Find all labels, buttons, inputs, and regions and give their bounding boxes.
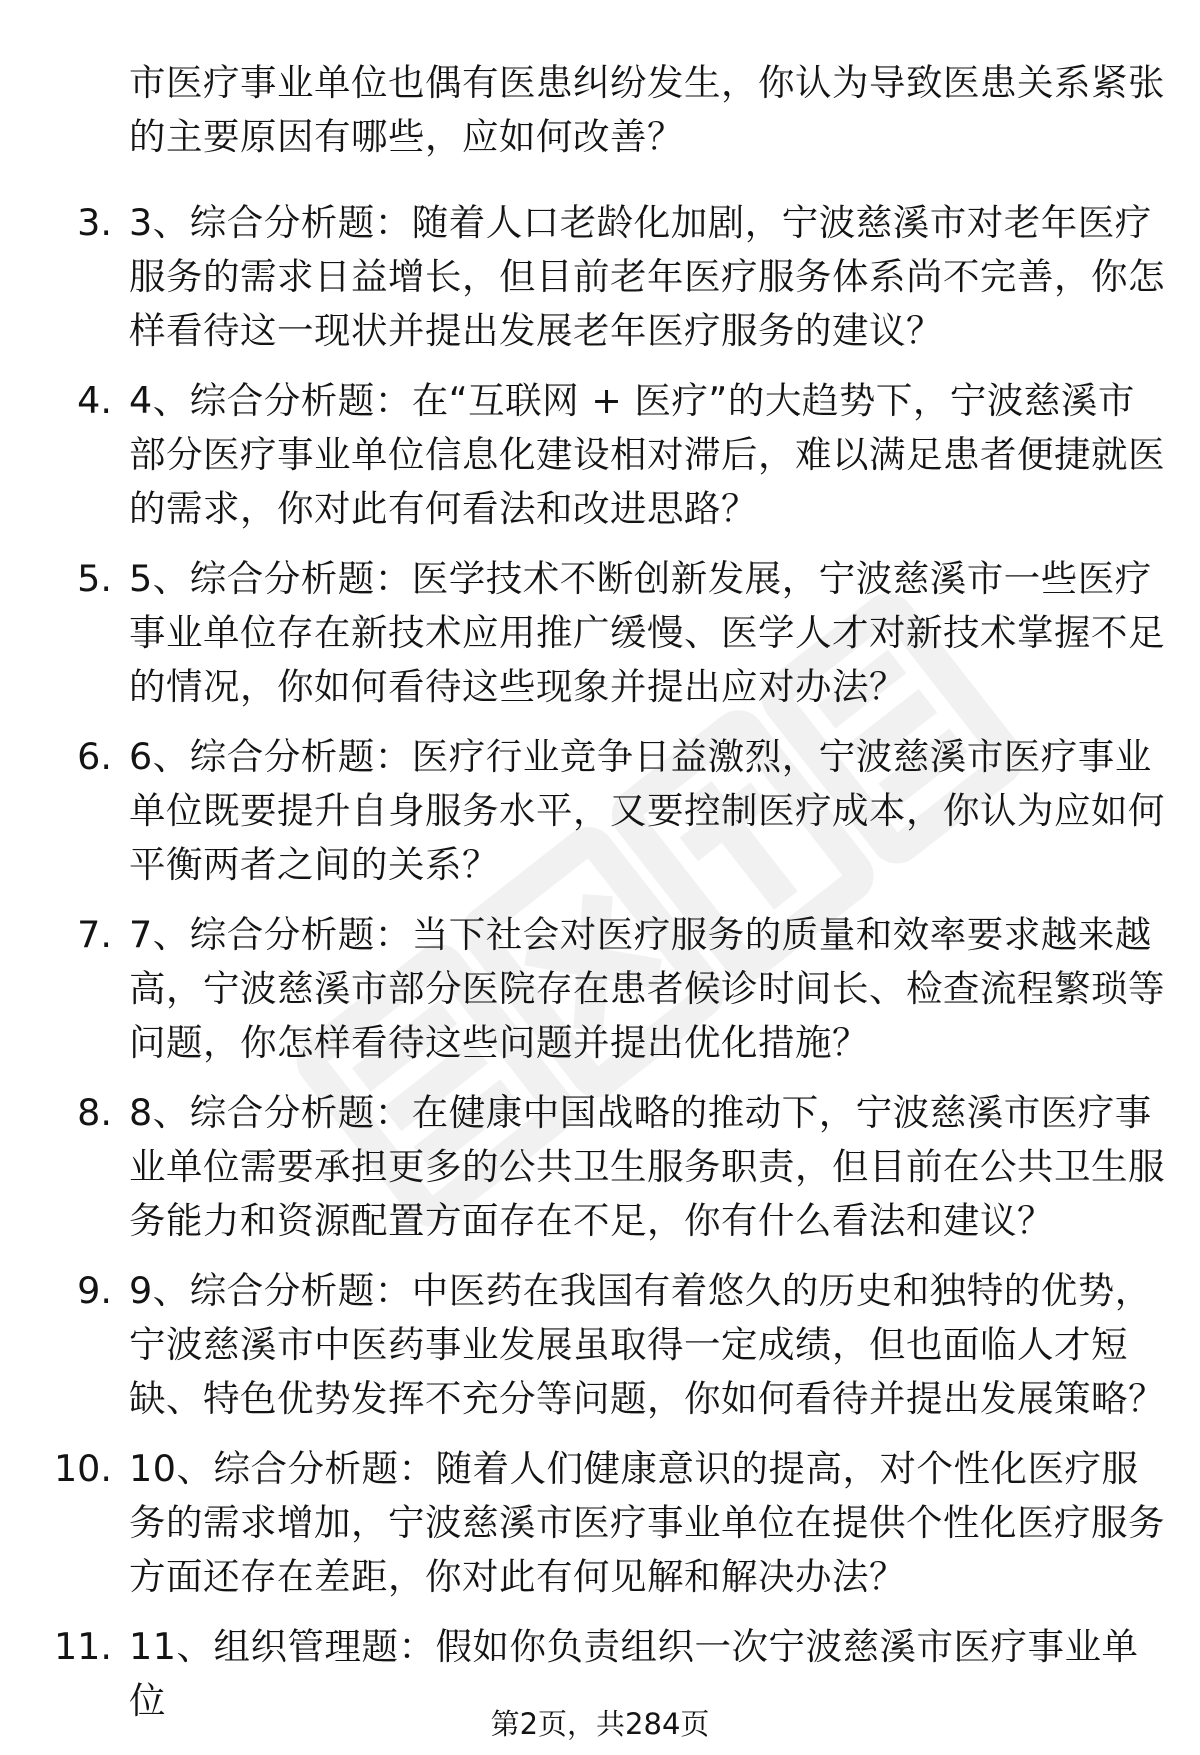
list-item xyxy=(0,1086,1200,1248)
item-number: 11. xyxy=(53,1625,112,1668)
list-item xyxy=(0,1442,1200,1604)
item-text: 9、综合分析题：中医药在我国有着悠久的历史和独特的优势，宁波慈溪市中医药事业发展虽取得一定成绩，但也面临人才短缺、特色优势发挥不充分等问题，你如何看待并提出发展策略？ xyxy=(129,1269,1165,1420)
intro-paragraph: 市医疗事业单位也偶有医患纠纷发生，你认为导致医患关系紧张的主要原因有哪些，应如何改善？ xyxy=(129,61,1165,158)
item-text: 5、综合分析题：医学技术不断创新发展，宁波慈溪市一些医疗事业单位存在新技术应用推广缓慢、医学人才对新技术掌握不足的情况，你如何看待这些现象并提出应对办法？ xyxy=(129,557,1165,708)
item-number: 6. xyxy=(77,735,112,778)
question-list xyxy=(0,196,1200,1722)
list-item xyxy=(0,908,1200,1070)
item-number: 10. xyxy=(53,1447,112,1490)
list-item xyxy=(0,374,1200,536)
page-footer: 第2页，共284页 xyxy=(490,1707,710,1741)
list-item xyxy=(0,552,1200,714)
item-number: 4. xyxy=(77,379,112,422)
item-text: 8、综合分析题：在健康中国战略的推动下，宁波慈溪市医疗事业单位需要承担更多的公共卫生服务职责，但目前在公共卫生服务能力和资源配置方面存在不足，你有什么看法和建议？ xyxy=(129,1091,1165,1242)
item-number: 7. xyxy=(77,913,112,956)
item-text: 10、综合分析题：随着人们健康意识的提高，对个性化医疗服务的需求增加，宁波慈溪市医疗事业单位在提供个性化医疗服务方面还存在差距，你对此有何见解和解决办法？ xyxy=(129,1447,1165,1598)
item-number: 8. xyxy=(77,1091,112,1134)
item-text: 6、综合分析题：医疗行业竞争日益激烈，宁波慈溪市医疗事业单位既要提升自身服务水平，又要控制医疗成本，你认为应如何平衡两者之间的关系？ xyxy=(129,735,1165,886)
item-text: 4、综合分析题：在“互联网 + 医疗”的大趋势下，宁波慈溪市部分医疗事业单位信息化建设相对滞后，难以满足患者便捷就医的需求，你对此有何看法和改进思路？ xyxy=(129,379,1165,530)
item-number: 9. xyxy=(77,1269,112,1312)
item-text: 11、组织管理题：假如你负责组织一次宁波慈溪市医疗事业单位 xyxy=(129,1625,1139,1722)
item-text: 3、综合分析题：随着人口老龄化加剧，宁波慈溪市对老年医疗服务的需求日益增长，但目前老年医疗服务体系尚不完善，你怎样看待这一现状并提出发展老年医疗服务的建议？ xyxy=(129,201,1165,352)
item-number: 5. xyxy=(77,557,112,600)
list-item xyxy=(0,1620,1200,1722)
item-text: 7、综合分析题：当下社会对医疗服务的质量和效率要求越来越高，宁波慈溪市部分医院存在患者候诊时间长、检查流程繁琐等问题，你怎样看待这些问题并提出优化措施？ xyxy=(129,913,1165,1064)
list-item xyxy=(0,730,1200,892)
list-item xyxy=(0,1264,1200,1426)
list-item xyxy=(0,196,1200,358)
item-number: 3. xyxy=(77,201,112,244)
